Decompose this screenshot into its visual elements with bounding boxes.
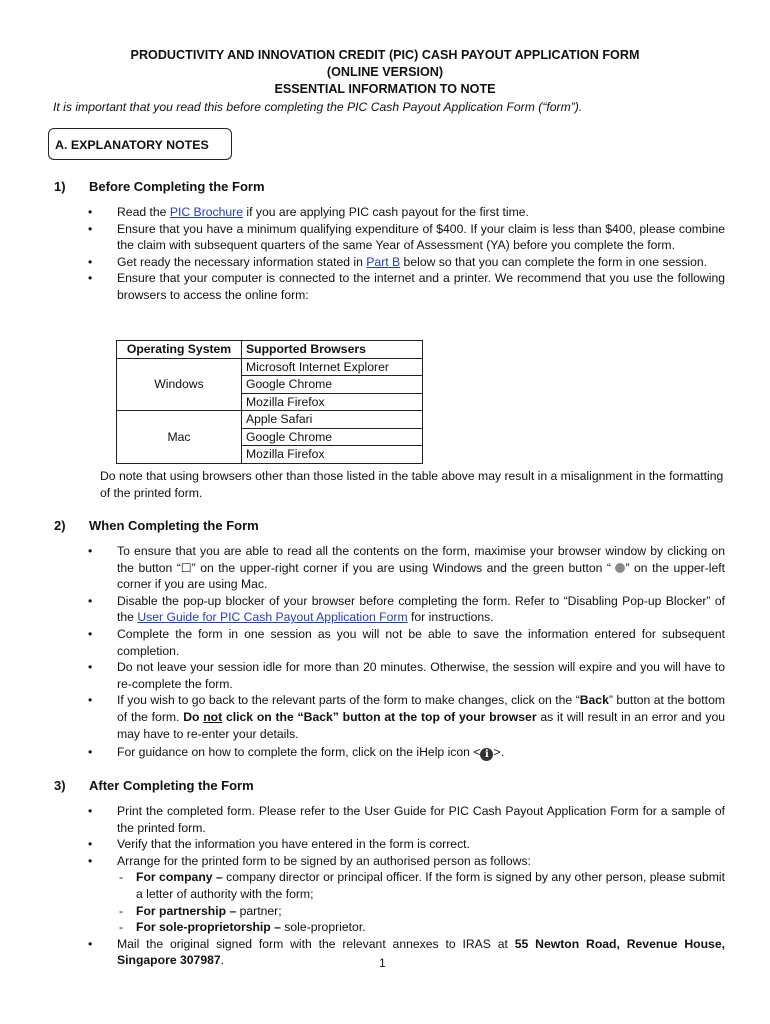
section-2-heading — [54, 518, 259, 533]
section-2-list — [88, 543, 725, 761]
browser-note: Do note that using browsers other than those listed in the table above may result in a misalignment in the formatting of the printed form. — [100, 469, 724, 500]
section-a-box: A. EXPLANATORY NOTES — [48, 128, 232, 160]
ihelp-icon[interactable]: i — [480, 748, 493, 761]
list-item: • Read the PIC Brochure if you are applying PIC cash payout for the first time. — [88, 204, 725, 221]
list-item: • Arrange for the printed form to be signed by an authorised person as follows: - For company – company director or principal officer. If the form is signed by any other person, please submit a letter of authority with the form; - For partnership – partner; - For sole-proprietorship – sole-proprietor. — [88, 853, 725, 936]
user-guide-link[interactable]: User Guide for PIC Cash Payout Application Form — [137, 610, 408, 625]
section-1-title: Before Completing the Form — [89, 179, 265, 194]
title-line-3: ESSENTIAL INFORMATION TO NOTE — [274, 82, 496, 96]
list-item: • For guidance on how to complete the form, click on the iHelp icon < i >. — [88, 744, 725, 761]
part-b-link[interactable]: Part B — [366, 254, 401, 269]
list-item: • If you wish to go back to the relevant parts of the form to make changes, click on the “Back” button at the bottom of the form. Do not click on the “Back” button at the top of your browser as it will result in an error and you may have to re-enter your details. — [88, 692, 725, 742]
table-row — [117, 411, 423, 429]
title-line-1: PRODUCTIVITY AND INNOVATION CREDIT (PIC) CASH PAYOUT APPLICATION FORM — [130, 48, 640, 62]
sub-item-company: - For company – company director or principal officer. If the form is signed by any other person, please submit a letter of authority with the form; — [117, 869, 725, 902]
browser-cell: Apple Safari — [242, 411, 423, 429]
section-3-number: 3) — [54, 778, 66, 793]
maximize-box-icon: ☐ — [180, 560, 192, 575]
os-cell: Windows — [117, 358, 242, 411]
list-item: • Print the completed form. Please refer to the User Guide for PIC Cash Payout Application Form for a sample of the printed form. — [88, 803, 725, 836]
browser-table — [116, 340, 423, 464]
section-1-number: 1) — [54, 179, 66, 194]
pic-brochure-link[interactable]: PIC Brochure — [169, 205, 244, 219]
list-item: • Disable the pop-up blocker of your browser before completing the form. Refer to “Disabling Pop-up Blocker” of the User Guide for PIC Cash Payout Application Form for instructions. — [88, 593, 725, 626]
browser-cell: Mozilla Firefox — [242, 446, 423, 464]
section-3-title: After Completing the Form — [89, 778, 254, 793]
green-button-icon — [615, 563, 625, 573]
section-1-heading — [54, 179, 265, 194]
section-1-list — [88, 204, 725, 304]
table-header-os: Operating System — [117, 341, 242, 359]
browser-cell: Google Chrome — [242, 428, 423, 446]
section-3-list — [88, 803, 725, 969]
table-row — [117, 358, 423, 376]
browser-cell: Mozilla Firefox — [242, 393, 423, 411]
list-item: • Ensure that you have a minimum qualifying expenditure of $400. If your claim is less than $400, please combine the claim with subsequent quarters of the same Year of Assessment (YA) before you complete the form. — [88, 221, 725, 254]
browser-cell: Microsoft Internet Explorer — [242, 358, 423, 376]
intro-text: It is important that you read this before completing the PIC Cash Payout Application Form (“form”). — [53, 100, 583, 114]
page-number: 1 — [379, 956, 386, 970]
list-item: • Do not leave your session idle for more than 20 minutes. Otherwise, the session will expire and you will have to re-complete the form. — [88, 659, 725, 692]
sub-item-sole-proprietorship: - For sole-proprietorship – sole-proprietor. — [117, 919, 725, 936]
list-item: • Get ready the necessary information stated in Part B below so that you can complete the form in one session. — [88, 254, 725, 271]
section-3-heading — [54, 778, 254, 793]
browser-cell: Google Chrome — [242, 376, 423, 394]
list-item: • Complete the form in one session as you will not be able to save the information entered for subsequent completion. — [88, 626, 725, 659]
section-2-title: When Completing the Form — [89, 518, 259, 533]
title-line-2: (ONLINE VERSION) — [326, 65, 444, 79]
table-header-browsers: Supported Browsers — [242, 341, 423, 359]
section-2-number: 2) — [54, 518, 66, 533]
list-item: • To ensure that you are able to read all the contents on the form, maximise your browser window by clicking on the button “☐” on the upper-right corner if you are using Windows and the green button “ ” on the upper-left corner if you are using Mac. — [88, 543, 725, 593]
sub-item-partnership: - For partnership – partner; — [117, 903, 725, 920]
list-item: • Verify that the information you have entered in the form is correct. — [88, 836, 725, 853]
list-item: • Mail the original signed form with the relevant annexes to IRAS at 55 Newton Road, Revenue House, Singapore 307987. — [88, 936, 725, 969]
list-item: • Ensure that your computer is connected to the internet and a printer. We recommend that you use the following browsers to access the online form: — [88, 270, 725, 303]
document-title — [0, 47, 770, 98]
os-cell: Mac — [117, 411, 242, 464]
